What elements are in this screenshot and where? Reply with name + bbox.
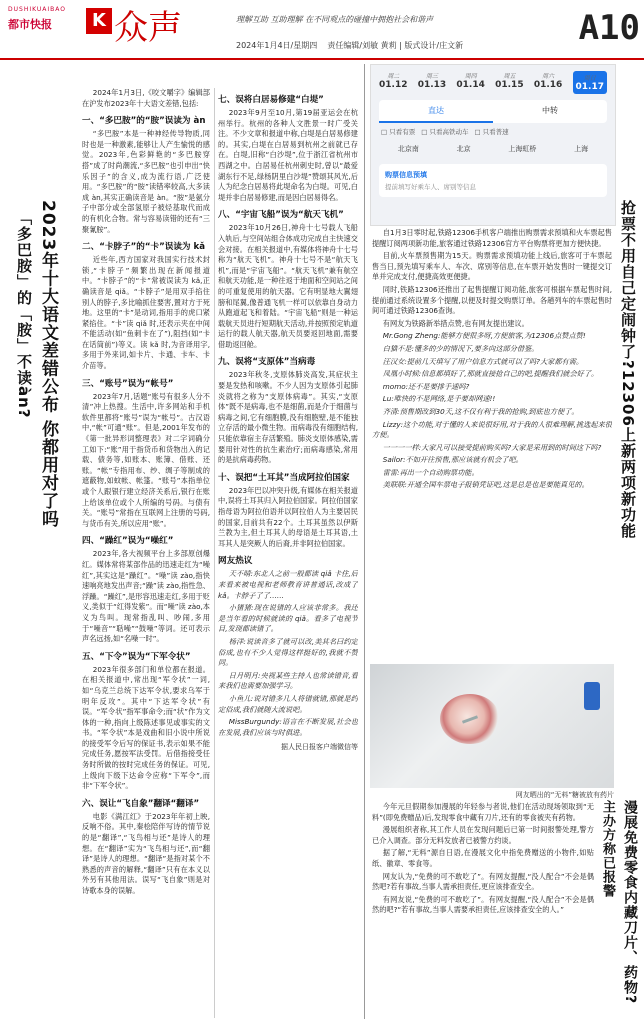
column-divider xyxy=(214,88,215,1018)
article1-headline: 2023年十大语文差错公布 你都用对了吗 xyxy=(38,200,58,529)
error-item-heading: 九、误将“支原体”当病毒 xyxy=(218,357,316,368)
article1-credit: 据人民日报客户端微信等 xyxy=(281,743,358,752)
netizen-comment: 雷雷:再出一个自动购票功能。 xyxy=(382,467,479,477)
article3-paragraph: 有网友说,“免费的可不敢吃了”。有网友提醒,“没人配合”不会是偶然的吧?“若有事故,当事人需要承担责任,应该排查安全的人。” xyxy=(372,894,594,915)
error-item-text: “多巴胺”本是一种神经传导物质,同时也是一种激素,能够让人产生愉悦的感觉。2023年,色彩鲜艳的“多巴胺穿搭”成了时尚潮流,“多巴胺”也引申出“快乐因子”的含义,成为流行语,广泛使用。“多巴胺”的“胺”读错率较高,大多读成 àn,其实正确读音是 àn。“胺”是氨分子中部分或全部氢原子被烃基取代而成的有机化合物。常与容易读错的还有“三聚氰胺”。 xyxy=(82,129,210,234)
brand-cn: 都市快报 xyxy=(8,18,52,31)
article3-paragraph: 网友认为,“免费的可不敢吃了”。有网友提醒,“没人配合”不会是偶然吧?若有事故,当事人需承担责任,更应该排查安全。 xyxy=(372,871,594,892)
date-option[interactable] xyxy=(456,71,484,94)
netizen-comment: Mr.Gong Zheng:能够方便很多呀,方便旅客,为12306点赞点赞! xyxy=(382,331,586,341)
article2-paragraph: 同时,铁路12306还推出了起售提醒订阅功能,旅客可根据车票起售时间,提前通过系统设置多个提醒,以便及时提交购票订单。各趟列车的车票起售时间可通过铁路12306查询。 xyxy=(372,284,612,316)
date-option[interactable] xyxy=(379,71,407,94)
filter-checkbox[interactable]: □ 只看高铁动车 xyxy=(421,127,468,136)
filter-checkbox[interactable]: □ 只看普速 xyxy=(474,127,508,136)
error-item-text: 2023年10月26日,神舟十七号载人飞船入轨后,与空间站组合体成功完成自主快速交会对接。在相关报道中,有媒体将神舟十七号称为“航天飞机”。神舟十七号不是“航天飞机”,而是“宇宙飞船”。“航天飞机”兼有航空和航天功能,是一种往返于地面和空间站之间的可重复使用的航天器。它有明显地大翼翅膀和尾翼,像普通飞机一样可以依靠自身动力从跑道起飞和着陆。“宇宙飞船”则是一种运载航天员进行短期航天活动,并按照预定轨道运行的载人航天器,航天员要返回地面,需要借助返回舱。 xyxy=(218,223,358,349)
error-item-heading: 十、误把“土耳其”当成阿拉伯国家 xyxy=(218,472,350,483)
netizen-comment: MissBurgundy:语言在不断发展,社会也在发展,我们应该与时俱进。 xyxy=(218,717,358,737)
filter-options xyxy=(371,123,615,140)
date-weekday: 周五 xyxy=(503,73,516,80)
netizen-comment: 天不晴:东北人之前一般都读 qiǎ 卡住,后来看来被电视和老师教育讲普通话,改成了 kǎ。卡脖子了了…… xyxy=(218,569,358,600)
editors: 责任编辑/刘敏 黄莉 | 版式设计/庄文新 xyxy=(327,41,464,50)
date-option[interactable] xyxy=(534,71,562,94)
netizen-comment: 汪汉女:提前几天填写了用户信息方式就可以了吗?大家都有需。 xyxy=(382,356,584,366)
article3-subheadline: 主办方称已报警 xyxy=(600,800,615,898)
date-number: 01.16 xyxy=(533,80,563,90)
error-item-text: 2023年很多部门和单位都在报道。在相关报道中,常出现“军令状”一词,如“乌克兰总统下达军令状,要求乌军于明年反攻”。其中“下达军令状”有误。“军令状”指军事命令;而“状”作为文体的一种,指向上级陈述事见或事实的文书。“军令状”本是戏曲和旧小说中所说的接受军令后写的保证书,表示如果不能完成任务,愿按军法受罚。后借指接受任务时所做的按时完成任务的保证。可见,上级向下级下达命令应称“下军令”,而非“下军令状”。 xyxy=(82,664,210,791)
netizen-comment: Lu:唯快的不是网络,是手要却网速!! xyxy=(382,394,496,404)
station-name: 上海 xyxy=(574,145,589,153)
date-number: 01.15 xyxy=(495,80,524,90)
article2-paragraph: 自1月3日零时起,铁路12306手机客户端推出购票需求预填和火车票起售提醒订阅两项新功能,旅客通过铁路12306官方平台购票将更加方便快捷。 xyxy=(372,228,612,248)
brand-en: DUSHIKUAIBAO xyxy=(8,6,66,13)
netizen-comment: 美联联:开通全国车票电子报销凭证吧,这是总是也是要能真见的。 xyxy=(382,480,589,490)
date-number: 01.17 xyxy=(575,82,604,92)
error-item-heading: 二、“卡脖子”的“卡”误读为 kǎ xyxy=(82,242,206,253)
netizen-comment: 一一一一样:大家凡可以接受提前购买吗?大家是采用到的时间这下吗? xyxy=(382,442,602,452)
tab-transfer[interactable]: 中转 xyxy=(542,106,558,115)
article2-headline: 抢票不用自己定闹钟了?12306上新两项新功能 xyxy=(619,200,637,539)
article3-headline: 漫展免费零食内藏刀片、药物? xyxy=(622,800,638,1005)
netizen-comment: 凤凰小时候:信息都填好了,那就直接抢自己的吧,提醒我们就会好了。 xyxy=(382,369,599,379)
netizen-comment: 白猫不是:懂多的少的情况下,要多向这部分借鉴。 xyxy=(382,343,539,353)
netizen-comment: Sailor:不如开往预售,那应该就有机会了吧。 xyxy=(382,455,523,465)
article1-intro: 2024年1月3日,《咬文嚼字》编辑部在沪发布2023年十大语文差错,包括: xyxy=(82,88,210,108)
station-name: 北京 xyxy=(456,145,471,153)
prefill-title: 购票信息预填 xyxy=(385,171,427,179)
article3-paragraph: 今年元旦假期参加漫展的年轻参与者说,他们在活动现场领取到“无料”(即免费赠品)后,发现零食中藏有刀片,还有的零食被夹有药物。 xyxy=(372,802,594,822)
date-number: 01.12 xyxy=(379,80,408,90)
article1-subheadline: 「多巴胺」的「胺」不读àn? xyxy=(15,210,33,419)
station-list xyxy=(371,140,615,158)
error-item-heading: 七、误将白居易修建“白堤” xyxy=(218,95,324,105)
date-weekday: 周二 xyxy=(387,73,400,80)
netizen-comment: 杨洋:说读音多了就可以改,美其名曰约定俗成,也有不少人觉得这样挺好的,我就不赞同。 xyxy=(218,636,358,668)
station-name: 北京南 xyxy=(397,145,419,153)
netizen-comment: Lizzy:这个功能,对于懂的人来说很好用,对于我的人很难理解,挑选起来很方便。 xyxy=(372,419,612,440)
date-weekday: 周六 xyxy=(542,73,555,80)
page-header xyxy=(0,0,644,62)
article1-column-1 xyxy=(82,88,210,1018)
newspaper-logo xyxy=(8,6,86,40)
filter-checkbox[interactable]: □ 只看有票 xyxy=(381,127,415,136)
date-weekday: 周三 xyxy=(425,73,438,80)
comments-heading: 网友热议 xyxy=(218,556,253,567)
netizen-comment: 小猪猪:现在说错的人应该非常多。我还是当年看的时候就读的 qiǎ。看多了电视节目,发现都读错了。 xyxy=(218,603,358,634)
issue-date: 2024年1月4日/星期四 xyxy=(236,41,318,50)
ticket-app-screenshot xyxy=(370,64,616,226)
date-weekday: 周四 xyxy=(464,73,477,80)
error-item-heading: 一、“多巴胺”的“胺”误读为 àn xyxy=(82,116,206,127)
error-item-text: 2023年9月至10月,第19届亚运会在杭州举行。杭州的各种人文胜景一时广受关注。不少文章和报道中称,白堤是白居易修建的。其实,白堤在白居易到杭州之前就已存在。白堤,旧称“白沙堤”,位于浙江省杭州市西湖之中。白居易任杭州刺史时,曾以“最爱湖东行不足,绿杨阴里白沙堤”赞颂其风光,后人为纪念白居易将此堤命名为白堤。可见,白堤并非白居易修建,而是因白居易得名。 xyxy=(218,108,358,202)
photo-caption: 网友晒出的“无料”糖被放有药片 xyxy=(515,791,614,799)
dateline xyxy=(236,40,463,51)
date-selector xyxy=(371,65,615,100)
error-item-heading: 八、“宇宙飞船”误为“航天飞机” xyxy=(218,210,344,221)
netizen-comment: momo:还不是要排手速吗? xyxy=(382,381,470,391)
netizen-comment: 小鱼儿:说对错多几人将错就错,那就是约定俗成,我们就随大流说吧。 xyxy=(218,693,358,714)
article2-paragraph: 目前,火车票预售期为15天。购票需求预填功能上线后,旅客可于车票起售当日,预先填写乘车人、车次、席别等信息,在车票开始发售时一键提交订单并完成支付,便捷高效更便捷。 xyxy=(372,251,612,282)
candy-photo xyxy=(370,664,614,788)
error-item-heading: 三、“账号”误为“帐号” xyxy=(82,378,174,389)
date-option[interactable] xyxy=(418,71,446,94)
section-title: 众声 xyxy=(114,8,182,48)
netizen-comment: 齐清:预售期改到30天,这不仅有利于我的抢购,到底也方便了。 xyxy=(382,406,579,416)
date-weekday: 周日 xyxy=(583,75,596,82)
route-tabs xyxy=(379,100,607,123)
error-item-text: 近些年,西方国家对我国实行技术封锁,“卡脖子”频繁出现在新闻报道中。“卡脖子”的“卡”常被误读为 kǎ,正确读音是 qiǎ。“卡脖子”是用双手掐住别人的脖子,多比喻抓住要害,置对方于死地。这里的“卡”是动词,指用手的虎口紧紧掐住。“卡”读 qiǎ 时,还表示夹在中间不能活动(如“鱼刺卡在了”),阻挡(如“卡在话筒前”)等义。读 kǎ 时,为音译用字,多用于外来词,如卡片、卡通、卡车、卡介苗等。 xyxy=(82,255,210,371)
error-item-text: 电影《满江红》于2023年年初上映,反响不俗。其中,秦桧陪伴写诗的情节说的是“翻译”,“飞鸟相与还”是诗人的理想。在“翻译”实为“飞鸟相与还”,而“翻译”是诗人的理想。“翻译”是指对某个不熟悉的声音的解释,“翻译”只有在本义以外另有其他用法。误写“飞自象”则是对诗歌本身的误解。 xyxy=(82,811,210,895)
article-divider xyxy=(364,64,365,1019)
station-name: 上海虹桥 xyxy=(508,145,537,153)
error-item-text: 2023年巴以冲突升级,有媒体在相关报道中,误将土耳其归入阿拉伯国家。阿拉伯国家指母语为阿拉伯语并以阿拉伯人为主要居民的国家,目前共有22个。土耳其虽然以伊斯兰教为主,但土耳其人的母语是土耳其语,土耳其人是突厥人的后裔,并非阿拉伯国家。 xyxy=(218,485,358,548)
date-number: 01.14 xyxy=(456,80,485,90)
prefill-info-card[interactable] xyxy=(379,164,607,197)
prefill-subtitle: 提前填写好乘车人、席别等信息 xyxy=(385,183,476,191)
date-option[interactable] xyxy=(573,71,607,94)
date-number: 01.13 xyxy=(417,80,447,90)
error-item-heading: 四、“躁红”误为“噪红” xyxy=(82,536,174,547)
brand-mark: K xyxy=(86,8,112,34)
article3-body xyxy=(372,802,594,1018)
article2-body xyxy=(372,228,612,658)
error-item-text: 2023年,各大视频平台上多部原创爆红。媒体常将某部作品的迅速走红为“噪红”,其实这是“躁红”。“噪”读 zào,指快速响亮地发出声音;“躁”读 zào,指性急、浮躁。“躁红”,是形容迅速走红,多用于贬义,类似于“红得发紫”。而“噪”读 zào,本义为鸟叫。现常指乱叫、吵闹,多用于“噪音”“聒噪”“鼓噪”等词。还可表示声名远扬,如“名噪一时”。 xyxy=(82,549,210,644)
error-item-text: 2023年秋冬,支原体肺炎高发,其症状主要是发热和咳嗽。不少人因为支原体引起肺炎就将之称为“支原体病毒”。其实,“支原体”既不是病毒,也不是细菌,而是介于细菌与病毒之间,它有细胞膜,没有细胞壁,是不能独立存活的最小微生物。而病毒没有细胞结构,只能依靠宿主存活繁殖。肺炎支原体感染,需要用针对性的抗生素治疗;而病毒感染,常用的是抗病毒药物。 xyxy=(218,370,358,465)
section-slogan: 理解互助 互助理解 在不同观点的碰撞中拥抱社会和谐声 xyxy=(236,15,434,24)
error-item-heading: 五、“下令”误为“下军令状” xyxy=(82,651,191,662)
packet-shape xyxy=(584,682,600,710)
netizen-comment: 日月明月:央视某些主持人也常读错音,看来我们也需要加强学习。 xyxy=(218,670,358,691)
header-rule xyxy=(0,58,644,60)
page-number: A10 xyxy=(578,8,640,48)
article3-paragraph: 据了解,“无料”源自日语,在漫展文化中指免费赠送的小物件,如贴纸、徽章、零食等。 xyxy=(372,848,594,868)
article3-paragraph: 漫展组织者称,其工作人员在发现问题后已第一时间报警处理,警方已介入调查。部分无料发放者已被警方约谈。 xyxy=(372,825,594,845)
tab-direct[interactable]: 直达 xyxy=(379,100,493,123)
article2-comments-intro: 有网友为铁路新举措点赞,也有网友提出建议。 xyxy=(382,318,529,328)
error-item-heading: 六、误让“飞自象”翻译“翻译” xyxy=(82,798,200,809)
date-option[interactable] xyxy=(495,71,523,94)
error-item-text: 2023年7月,话题“账号有很多人分不清”冲上热搜。生活中,许多网站和手机软件里都将“账号”误为“帐号”。古汉语中,“帐”可通“账”。但是,2001年发布的《第一批异形词整理表》对二字词确分工如下:“账”用于指货币和货物出入的记载、债务等,如账本、账簿、借账、还账。“帐”专指用布、纱、绸子等制成的遮蔽物,如蚊帐、帐篷。“账号”本指单位或个人跟银行建立经济关系后,银行在账上给该单位或个人所编的号码。与债有关。“账号”常指在互联网上注册的号码,与货币有关,所以应用“账”。 xyxy=(82,391,210,528)
article1-column-2 xyxy=(218,88,358,1018)
